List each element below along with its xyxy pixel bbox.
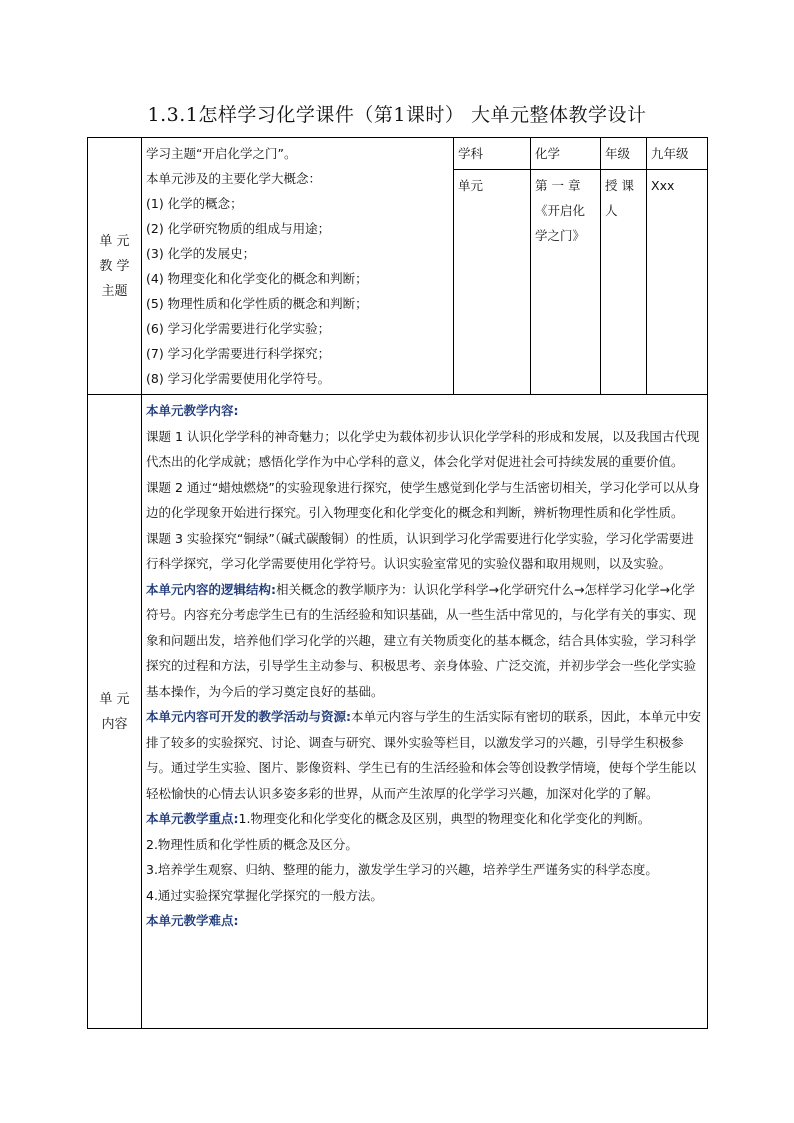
lesson-1: 课题 1 认识化学学科的神奇魅力；以化学史为载体初步认识化学学科的形成和发展，以及我国古代现代杰出的化学成就；感悟化学作为中心学科的意义，体会化学对促进社会可持续发展的重要价值。 (146, 428, 700, 469)
unit-label: 单元 (454, 170, 531, 395)
key-point-2: 2.物理性质和化学性质的概念及区分。 (146, 836, 358, 852)
topic-line: (2) 化学研究物质的组成与用途； (146, 221, 331, 236)
unit-topic-label: 单 元 教 学 主题 (88, 138, 142, 395)
topic-line: (1) 化学的概念； (146, 196, 243, 211)
logic-heading: 本单元内容的逻辑结构: (146, 581, 276, 597)
unit-content-body (142, 395, 708, 1029)
teacher-label: 授 课 人 (601, 170, 647, 395)
grade-label: 年级 (601, 138, 647, 170)
logic-text: 相关概念的教学顺序为：认识化学科学→化学研究什么→怎样学习化学→化学符号。内容充分考虑学生已有的生活经验和知识基础，从一些生活中常见的，与化学有关的事实、现象和问题出发，培养他们学习化学的兴趣，建立有关物质变化的基本概念，结合具体实验，学习科学探究的过程和方法，引导学生主动参与、积极思考、亲身体验、广泛交流，并初步学会一些化学实验基本操作，为今后的学习奠定良好的基础。 (146, 581, 697, 699)
activity-heading: 本单元内容可开发的教学活动与资源: (146, 709, 351, 724)
topic-line: (5) 物理性质和化学性质的概念和判断； (146, 296, 368, 311)
topic-line: (4) 物理变化和化学变化的概念和判断； (146, 271, 368, 286)
key-point-1: 本单元教学重点:1.物理变化和化学变化的概念及区别，典型的物理变化和化学变化的判断。 (146, 811, 651, 826)
difficulty-heading: 本单元教学难点: (146, 913, 239, 928)
logic-structure (146, 577, 703, 705)
topic-line: (6) 学习化学需要进行化学实验； (146, 321, 331, 336)
unit-topic-content (142, 138, 454, 395)
teacher-value: Xxx (647, 170, 708, 395)
key-point-3: 3.培养学生观察、归纳、整理的能力，激发学生学习的兴趣，培养学生严谨务实的科学态度。 (146, 862, 658, 877)
topic-line: (7) 学习化学需要进行科学探究； (146, 346, 331, 361)
unit-value: 第 一 章 《开启化 学之门》 (531, 170, 601, 395)
grade-value: 九年级 (647, 138, 708, 170)
topic-line: (8) 学习化学需要使用化学符号。 (146, 371, 331, 386)
activity-text: 本单元内容与学生的生活实际有密切的联系，因此，本单元中安排了较多的实验探究、讨论、调查与研究、课外实验等栏目，以激发学习的兴趣，引导学生积极参与。通过学生实验、图片、影像资料、学生已有的生活经验和体会等创设教学情境，使每个学生能以轻松愉快的心情去认识多姿多彩的世界，从而产生浓厚的化学学习兴趣，加深对化学的了解。 (146, 709, 702, 801)
subject-value: 化学 (531, 138, 601, 170)
unit-design-table (87, 137, 708, 1029)
topic-line: 学习主题“开启化学之门”。 (146, 146, 297, 161)
lesson-2: 课题 2 通过“蜡烛燃烧”的实验现象进行探究，使学生感觉到化学与生活密切相关，学习化学可以从身边的化学现象开始进行探究。引入物理变化和化学变化的概念和判断，辨析物理性质和化学性质。 (146, 479, 700, 520)
document-title: 1.3.1怎样学习化学课件（第1课时） 大单元整体教学设计 (147, 104, 647, 126)
topic-line: (3) 化学的发展史； (146, 246, 256, 261)
unit-content-label: 单 元 内容 (88, 395, 142, 1029)
subject-label: 学科 (454, 138, 531, 170)
key-point-4: 4.通过实验探究掌握化学探究的一般方法。 (146, 887, 383, 903)
lesson-3: 课题 3 实验探究“铜绿”（碱式碳酸铜）的性质，认识到学习化学需要进行化学实验，学习化学需要进行科学探究，学习化学需要使用化学符号。认识实验室常见的实验仪器和取用规则，以及实验。 (146, 530, 694, 571)
key-heading: 本单元教学重点: (146, 811, 239, 826)
content-heading: 本单元教学内容: (146, 403, 239, 418)
activities-resources (146, 704, 703, 806)
topic-line: 本单元涉及的主要化学大概念： (146, 171, 322, 186)
